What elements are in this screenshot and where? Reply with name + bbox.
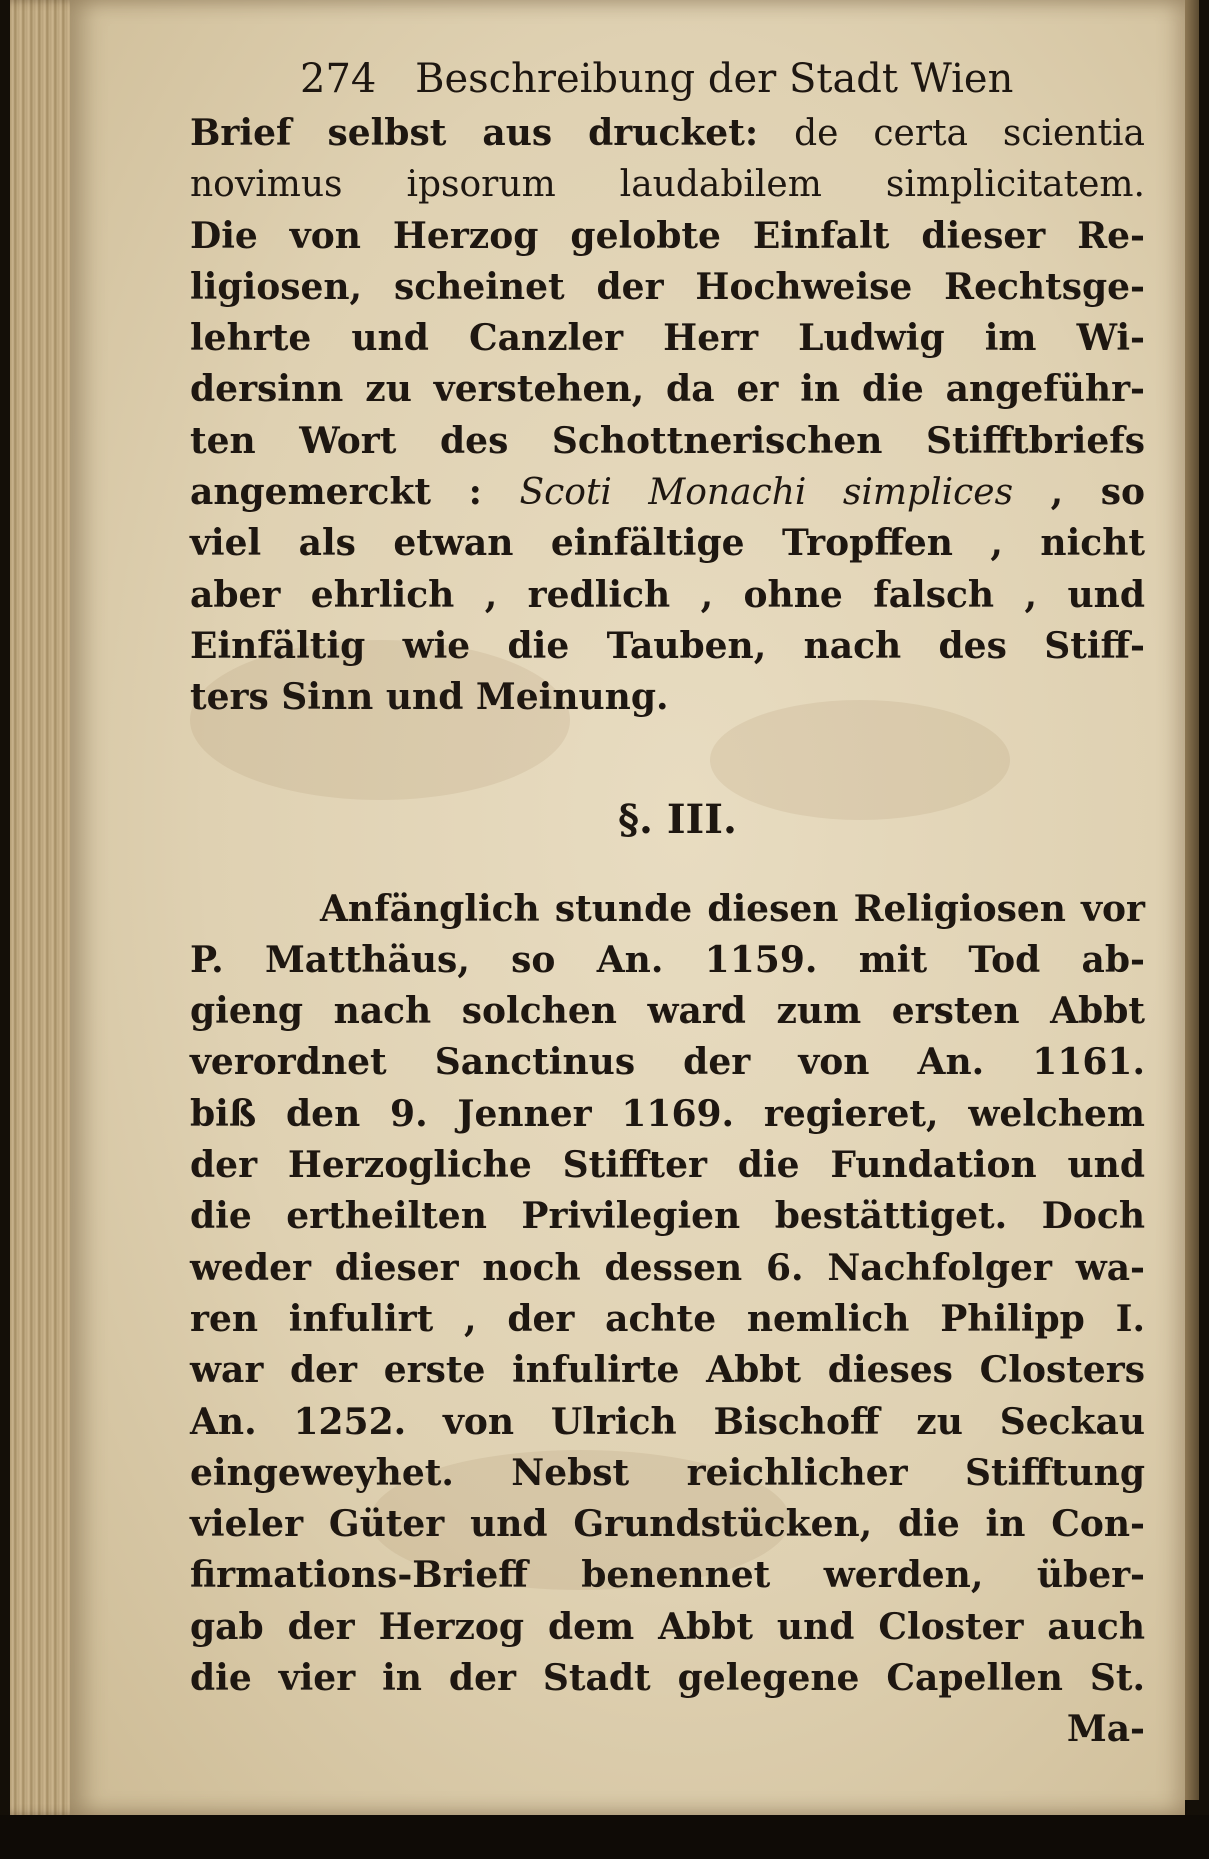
text-line: die vier in der Stadt gelegene Capellen St. [190, 1657, 1145, 1700]
text-line: biß den 9. Jenner 1169. regieret, welchem [190, 1092, 1145, 1135]
paragraph-one [190, 108, 1145, 724]
text-block [190, 50, 1145, 1756]
text-line: Einfältig wie die Tauben, nach des Stiff- [190, 624, 1145, 667]
line-text: angemerckt : [190, 471, 520, 514]
spacer [190, 850, 1145, 884]
text-line: vieler Güter und Grundstücken, die in Con- [190, 1503, 1145, 1546]
text-line: lehrte und Canzler Herr Ludwig im Wi- [190, 317, 1145, 360]
text-line: ren infulirt , der achte nemlich Philipp I. [190, 1297, 1145, 1340]
text-line: viel als etwan einfältige Tropffen , nicht [190, 522, 1145, 565]
text-line [190, 467, 1145, 518]
catchword: Ma- [1066, 1708, 1145, 1751]
text-line [190, 108, 1145, 159]
text-line: aber ehrlich , redlich , ohne falsch , und [190, 573, 1145, 616]
text-line: dersinn zu verstehen, da er in die angeführ- [190, 368, 1145, 411]
text-line: Anfänglich stunde diesen Religiosen vor [320, 887, 1145, 930]
text-line: An. 1252. von Ulrich Bischoff zu Seckau [190, 1400, 1145, 1443]
text-line: P. Matthäus, so An. 1159. mit Tod ab- [190, 938, 1145, 981]
text-line [190, 159, 1145, 210]
italic-latin-text: Scoti Monachi simplices [519, 472, 1014, 514]
text-line: die ertheilten Privilegien bestättiget. Doch [190, 1195, 1145, 1238]
text-line: eingeweyhet. Nebst reichlicher Stifftung [190, 1451, 1145, 1494]
text-line: verordnet Sanctinus der von An. 1161. [190, 1041, 1145, 1084]
text-line: der Herzogliche Stiffter die Fundation und [190, 1144, 1145, 1187]
text-line: ters Sinn und Meinung. [190, 676, 669, 719]
text-line: gab der Herzog dem Abbt und Closter auch [190, 1605, 1145, 1648]
running-title: Beschreibung der Stadt Wien [415, 56, 1014, 102]
line-text: , so [1013, 471, 1145, 514]
spacer [190, 724, 1145, 790]
running-head [300, 50, 1145, 108]
text-line: Die von Herzog gelobte Einfalt dieser Re- [190, 214, 1145, 257]
text-line: ten Wort des Schottnerischen Stifftbriefs [190, 419, 1145, 462]
text-line: ligiosen, scheinet der Hochweise Rechtsge- [190, 265, 1145, 308]
section-heading: §. III. [618, 795, 737, 843]
latin-text: de certa scientia [794, 113, 1145, 154]
page-right-edge [1185, 0, 1199, 1800]
line-text: Brief selbst aus drucket: [190, 112, 795, 154]
paragraph-two [190, 884, 1145, 1756]
latin-text: novimus ipsorum laudabilem simplicitatem. [190, 164, 1145, 206]
text-line: gieng nach solchen ward zum ersten Abbt [190, 990, 1145, 1033]
text-line: firmations-Brieff benennet werden, über- [190, 1554, 1145, 1597]
scan-bottom-band [0, 1815, 1209, 1859]
page-number: 274 [300, 56, 377, 102]
text-line: war der erste infulirte Abbt dieses Closters [190, 1349, 1145, 1392]
text-line: weder dieser noch dessen 6. Nachfolger wa- [190, 1246, 1145, 1289]
